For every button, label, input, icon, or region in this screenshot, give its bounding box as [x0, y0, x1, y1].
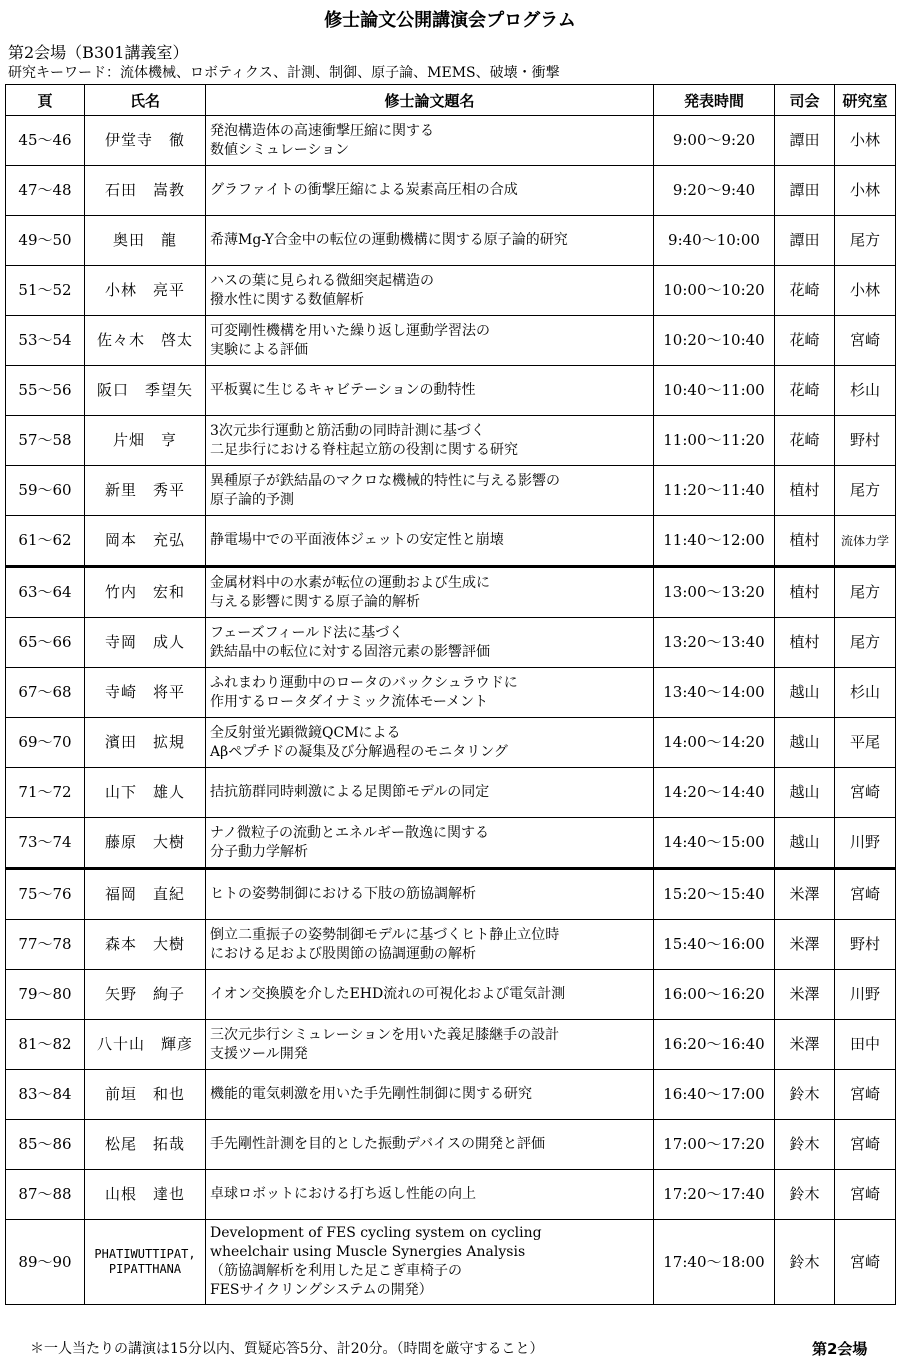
cell-name: 奥田 龍 — [85, 216, 206, 266]
cell-name: 佐々木 啓太 — [85, 316, 206, 366]
header-thesis-title: 修士論文題名 — [206, 85, 654, 116]
thesis-title-line: 原子論的予測 — [210, 491, 294, 508]
thesis-title-line: ナノ微粒子の流動とエネルギー散逸に関する — [210, 824, 490, 841]
cell-lab: 杉山 — [835, 668, 896, 718]
cell-lab: 宮崎 — [835, 1120, 896, 1170]
cell-lab: 宮崎 — [835, 768, 896, 818]
footnote: ＊一人当たりの講演は15分以内、質疑応答5分、計20分。（時間を厳守すること） — [30, 1341, 544, 1357]
cell-lab: 小林 — [835, 116, 896, 166]
cell-lab: 杉山 — [835, 366, 896, 416]
cell-thesis-title — [206, 416, 654, 466]
cell-time: 17:20～17:40 — [654, 1170, 775, 1220]
cell-thesis-title — [206, 668, 654, 718]
thesis-title-line: 実験による評価 — [210, 341, 308, 358]
cell-page: 53～54 — [6, 316, 85, 366]
cell-chair: 越山 — [775, 718, 835, 768]
cell-lab: 小林 — [835, 166, 896, 216]
table-row — [6, 668, 896, 718]
cell-chair: 越山 — [775, 668, 835, 718]
cell-name: 八十山 輝彦 — [85, 1020, 206, 1070]
thesis-title-line: ヒトの姿勢制御における下肢の筋協調解析 — [210, 886, 476, 902]
cell-name: 藤原 大樹 — [85, 818, 206, 869]
cell-thesis-title — [206, 970, 654, 1020]
table-row — [6, 216, 896, 266]
cell-page: 67～68 — [6, 668, 85, 718]
table-row — [6, 869, 896, 920]
table-row — [6, 316, 896, 366]
header-time: 発表時間 — [654, 85, 775, 116]
cell-page: 57～58 — [6, 416, 85, 466]
cell-name: 寺岡 成人 — [85, 618, 206, 668]
table-row — [6, 718, 896, 768]
thesis-title-line: ふれまわり運動中のロータのバックシュラウドに — [210, 674, 518, 691]
cell-page: 79～80 — [6, 970, 85, 1020]
header-name: 氏名 — [85, 85, 206, 116]
cell-page: 49～50 — [6, 216, 85, 266]
thesis-title-line: イオン交換膜を介したEHD流れの可視化および電気計測 — [210, 986, 566, 1002]
cell-lab: 尾方 — [835, 216, 896, 266]
cell-chair: 米澤 — [775, 869, 835, 920]
cell-name: 片畑 亨 — [85, 416, 206, 466]
cell-lab: 川野 — [835, 818, 896, 869]
footer-room-label: 第2会場 — [812, 1340, 868, 1358]
cell-chair: 植村 — [775, 618, 835, 668]
cell-thesis-title — [206, 818, 654, 869]
cell-lab: 尾方 — [835, 567, 896, 618]
thesis-title-line: 撥水性に関する数値解析 — [210, 291, 364, 308]
thesis-title-line: 希薄Mg-Y合金中の転位の運動機構に関する原子論的研究 — [210, 232, 568, 248]
cell-thesis-title — [206, 466, 654, 516]
cell-page: 63～64 — [6, 567, 85, 618]
cell-thesis-title — [206, 216, 654, 266]
thesis-title-line: wheelchair using Muscle Synergies Analysis — [210, 1244, 526, 1260]
cell-thesis-title — [206, 1220, 654, 1305]
thesis-title-line: FESサイクリングシステムの開発） — [210, 1282, 433, 1298]
thesis-title-line: 平板翼に生じるキャビテーションの動特性 — [210, 382, 476, 398]
table-row — [6, 1220, 896, 1305]
thesis-title-line: 倒立二重振子の姿勢制御モデルに基づくヒト静止立位時 — [210, 926, 560, 943]
cell-chair: 鈴木 — [775, 1170, 835, 1220]
cell-lab: 野村 — [835, 416, 896, 466]
cell-chair: 植村 — [775, 516, 835, 567]
cell-chair: 譚田 — [775, 166, 835, 216]
thesis-title-line: 与える影響に関する原子論的解析 — [210, 593, 420, 610]
cell-name: 濱田 拡規 — [85, 718, 206, 768]
cell-chair: 鈴木 — [775, 1220, 835, 1305]
cell-lab: 野村 — [835, 920, 896, 970]
header-page: 頁 — [6, 85, 85, 116]
cell-thesis-title — [206, 768, 654, 818]
thesis-title-line: 拮抗筋群同時刺激による足関節モデルの同定 — [210, 784, 490, 800]
table-row — [6, 416, 896, 466]
thesis-title-line: 発泡構造体の高速衝撃圧縮に関する — [210, 122, 434, 139]
cell-chair: 譚田 — [775, 116, 835, 166]
cell-name: 福岡 直紀 — [85, 869, 206, 920]
cell-time: 9:00～9:20 — [654, 116, 775, 166]
research-keywords: 研究キーワード：流体機械、ロボティクス、計測、制御、原子論、MEMS、破壊・衝撃 — [8, 65, 560, 81]
cell-time: 11:00～11:20 — [654, 416, 775, 466]
table-header-row — [6, 85, 896, 116]
thesis-title-line: 二足歩行における脊柱起立筋の役割に関する研究 — [210, 441, 518, 458]
cell-page: 87～88 — [6, 1170, 85, 1220]
cell-name: 森本 大樹 — [85, 920, 206, 970]
cell-name: 矢野 絢子 — [85, 970, 206, 1020]
cell-time: 15:40～16:00 — [654, 920, 775, 970]
cell-time: 9:20～9:40 — [654, 166, 775, 216]
thesis-title-line: グラファイトの衝撃圧縮による炭素高圧相の合成 — [210, 182, 518, 198]
thesis-title-line: 全反射蛍光顕微鏡QCMによる — [210, 724, 401, 741]
cell-page: 45～46 — [6, 116, 85, 166]
thesis-title-line: 数値シミュレーション — [210, 141, 350, 158]
cell-name: 山根 達也 — [85, 1170, 206, 1220]
thesis-title-line: 卓球ロボットにおける打ち返し性能の向上 — [210, 1186, 476, 1202]
cell-chair: 植村 — [775, 567, 835, 618]
thesis-title-line: 作用するロータダイナミック流体モーメント — [210, 693, 489, 710]
thesis-title-line: ハスの葉に見られる微細突起構造の — [210, 272, 434, 289]
cell-page: 59～60 — [6, 466, 85, 516]
cell-page: 89～90 — [6, 1220, 85, 1305]
cell-lab: 宮崎 — [835, 316, 896, 366]
thesis-title-line: フェーズフィールド法に基づく — [210, 624, 404, 641]
cell-page: 83～84 — [6, 1070, 85, 1120]
table-row — [6, 768, 896, 818]
cell-time: 10:00～10:20 — [654, 266, 775, 316]
table-row — [6, 920, 896, 970]
thesis-title-line: 支援ツール開発 — [210, 1045, 308, 1062]
cell-thesis-title — [206, 1070, 654, 1120]
thesis-title-line: Aβペプチドの凝集及び分解過程のモニタリング — [210, 743, 508, 760]
cell-lab: 小林 — [835, 266, 896, 316]
cell-page: 81～82 — [6, 1020, 85, 1070]
cell-name: 岡本 充弘 — [85, 516, 206, 567]
cell-name: 寺崎 将平 — [85, 668, 206, 718]
cell-time: 13:20～13:40 — [654, 618, 775, 668]
cell-page: 47～48 — [6, 166, 85, 216]
cell-name: 松尾 拓哉 — [85, 1120, 206, 1170]
cell-thesis-title — [206, 618, 654, 668]
cell-thesis-title — [206, 1170, 654, 1220]
cell-name: 石田 嵩教 — [85, 166, 206, 216]
thesis-title-line: 金属材料中の水素が転位の運動および生成に — [210, 574, 490, 591]
table-row — [6, 1170, 896, 1220]
table-row — [6, 266, 896, 316]
table-row — [6, 466, 896, 516]
cell-thesis-title — [206, 920, 654, 970]
cell-chair: 植村 — [775, 466, 835, 516]
table-row — [6, 618, 896, 668]
cell-page: 75～76 — [6, 869, 85, 920]
cell-lab: 川野 — [835, 970, 896, 1020]
header-lab: 研究室 — [835, 85, 896, 116]
table-row — [6, 366, 896, 416]
cell-time: 14:20～14:40 — [654, 768, 775, 818]
cell-chair: 米澤 — [775, 920, 835, 970]
cell-time: 10:40～11:00 — [654, 366, 775, 416]
program-table — [5, 84, 896, 1305]
cell-page: 73～74 — [6, 818, 85, 869]
cell-lab: 宮崎 — [835, 1170, 896, 1220]
cell-thesis-title — [206, 316, 654, 366]
table-row — [6, 166, 896, 216]
cell-name: 伊堂寺 徹 — [85, 116, 206, 166]
thesis-title-line: 三次元歩行シミュレーションを用いた義足膝継手の設計 — [210, 1026, 560, 1043]
cell-thesis-title — [206, 516, 654, 567]
cell-lab: 宮崎 — [835, 869, 896, 920]
cell-lab: 平尾 — [835, 718, 896, 768]
thesis-title-line: 可変剛性機構を用いた繰り返し運動学習法の — [210, 322, 490, 339]
cell-chair: 越山 — [775, 768, 835, 818]
cell-chair: 米澤 — [775, 970, 835, 1020]
cell-thesis-title — [206, 266, 654, 316]
table-row — [6, 116, 896, 166]
cell-time: 9:40～10:00 — [654, 216, 775, 266]
cell-lab: 田中 — [835, 1020, 896, 1070]
cell-lab: 宮崎 — [835, 1070, 896, 1120]
cell-time: 17:40～18:00 — [654, 1220, 775, 1305]
cell-page: 71～72 — [6, 768, 85, 818]
cell-page: 69～70 — [6, 718, 85, 768]
cell-time: 17:00～17:20 — [654, 1120, 775, 1170]
cell-time: 16:40～17:00 — [654, 1070, 775, 1120]
cell-thesis-title — [206, 869, 654, 920]
thesis-title-line: 鉄結晶中の転位に対する固溶元素の影響評価 — [210, 643, 490, 660]
cell-time: 16:20～16:40 — [654, 1020, 775, 1070]
cell-name: PHATIWUTTIPAT, PIPATTHANA — [85, 1220, 206, 1305]
cell-name: 山下 雄人 — [85, 768, 206, 818]
table-row — [6, 818, 896, 869]
thesis-title-line: 3次元歩行運動と筋活動の同時計測に基づく — [210, 422, 485, 439]
header-chair: 司会 — [775, 85, 835, 116]
page-title: 修士論文公開講演会プログラム — [324, 10, 576, 31]
cell-thesis-title — [206, 116, 654, 166]
cell-page: 85～86 — [6, 1120, 85, 1170]
cell-chair: 鈴木 — [775, 1120, 835, 1170]
cell-lab: 宮崎 — [835, 1220, 896, 1305]
cell-name: 前垣 和也 — [85, 1070, 206, 1120]
cell-page: 61～62 — [6, 516, 85, 567]
cell-time: 14:00～14:20 — [654, 718, 775, 768]
table-row — [6, 516, 896, 567]
cell-name: 竹内 宏和 — [85, 567, 206, 618]
thesis-title-line: における足および股関節の協調運動の解析 — [210, 945, 476, 962]
cell-time: 13:40～14:00 — [654, 668, 775, 718]
cell-lab: 尾方 — [835, 618, 896, 668]
cell-lab: 流体力学 — [835, 516, 896, 567]
cell-time: 14:40～15:00 — [654, 818, 775, 869]
cell-time: 11:20～11:40 — [654, 466, 775, 516]
cell-time: 11:40～12:00 — [654, 516, 775, 567]
cell-name: 新里 秀平 — [85, 466, 206, 516]
table-row — [6, 567, 896, 618]
cell-thesis-title — [206, 1120, 654, 1170]
thesis-title-line: 異種原子が鉄結晶のマクロな機械的特性に与える影響の — [210, 472, 560, 489]
table-row — [6, 1020, 896, 1070]
cell-thesis-title — [206, 567, 654, 618]
cell-time: 16:00～16:20 — [654, 970, 775, 1020]
cell-name: 小林 亮平 — [85, 266, 206, 316]
cell-chair: 花崎 — [775, 366, 835, 416]
cell-page: 65～66 — [6, 618, 85, 668]
cell-page: 77～78 — [6, 920, 85, 970]
cell-thesis-title — [206, 166, 654, 216]
cell-time: 13:00～13:20 — [654, 567, 775, 618]
cell-time: 15:20～15:40 — [654, 869, 775, 920]
thesis-title-line: 手先剛性計測を目的とした振動デバイスの開発と評価 — [210, 1136, 546, 1152]
cell-chair: 花崎 — [775, 416, 835, 466]
cell-chair: 花崎 — [775, 316, 835, 366]
cell-thesis-title — [206, 366, 654, 416]
table-row — [6, 1120, 896, 1170]
cell-lab: 尾方 — [835, 466, 896, 516]
thesis-title-line: 分子動力学解析 — [210, 843, 308, 860]
cell-chair: 鈴木 — [775, 1070, 835, 1120]
thesis-title-line: 機能的電気刺激を用いた手先剛性制御に関する研究 — [210, 1086, 532, 1102]
venue-label: 第2会場（B301講義室） — [8, 43, 189, 62]
cell-page: 55～56 — [6, 366, 85, 416]
thesis-title-line: 静電場中での平面液体ジェットの安定性と崩壊 — [210, 532, 504, 548]
thesis-title-line: Development of FES cycling system on cycling — [210, 1225, 542, 1241]
cell-chair: 米澤 — [775, 1020, 835, 1070]
cell-chair: 花崎 — [775, 266, 835, 316]
cell-chair: 越山 — [775, 818, 835, 869]
cell-time: 10:20～10:40 — [654, 316, 775, 366]
cell-thesis-title — [206, 1020, 654, 1070]
cell-chair: 譚田 — [775, 216, 835, 266]
table-row — [6, 1070, 896, 1120]
thesis-title-line: （筋協調解析を利用した足こぎ車椅子の — [210, 1263, 462, 1279]
cell-name: 阪口 季望矢 — [85, 366, 206, 416]
cell-page: 51～52 — [6, 266, 85, 316]
table-row — [6, 970, 896, 1020]
cell-thesis-title — [206, 718, 654, 768]
